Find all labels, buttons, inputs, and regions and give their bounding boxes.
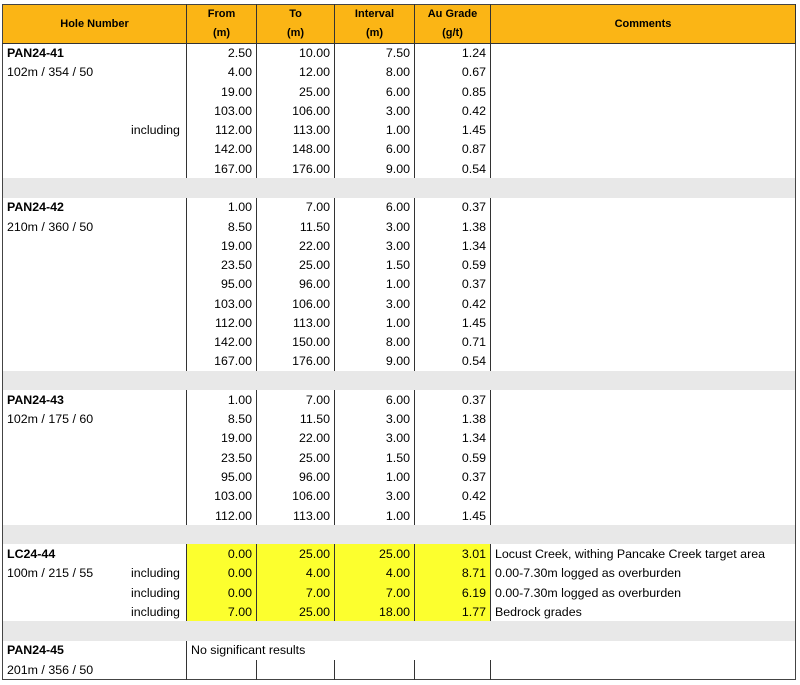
from-cell: 167.00 [187, 159, 257, 178]
interval-cell: 8.00 [335, 332, 415, 351]
table-row [3, 198, 796, 217]
hole-details: 102m / 175 / 60 [7, 412, 94, 427]
from-cell: 7.00 [187, 602, 257, 621]
to-cell: 148.00 [257, 140, 335, 159]
from-cell: 103.00 [187, 294, 257, 313]
hole-cell [3, 101, 187, 120]
table-row [3, 121, 796, 140]
table-row [3, 294, 796, 313]
to-cell: 11.50 [257, 410, 335, 429]
hole-cell [3, 255, 187, 274]
to-cell: 96.00 [257, 275, 335, 294]
from-cell: 8.50 [187, 410, 257, 429]
table-row [3, 544, 796, 563]
hole-cell [3, 198, 187, 217]
grade-cell: 0.59 [415, 448, 491, 467]
to-cell: 113.00 [257, 313, 335, 332]
interval-cell: 3.00 [335, 217, 415, 236]
interval-cell: 25.00 [335, 544, 415, 563]
table-row [3, 159, 796, 178]
to-cell: 25.00 [257, 82, 335, 101]
comment-cell [491, 506, 796, 525]
grade-cell: 0.37 [415, 390, 491, 409]
from-cell: 1.00 [187, 198, 257, 217]
hole-id: PAN24-45 [7, 643, 64, 658]
to-cell: 22.00 [257, 429, 335, 448]
interval-cell: 3.00 [335, 236, 415, 255]
table-row [3, 487, 796, 506]
grade-cell: 0.42 [415, 101, 491, 120]
grade-cell: 6.19 [415, 583, 491, 602]
hole-cell [3, 564, 187, 583]
drill-results-table [2, 4, 796, 680]
separator-row [3, 621, 796, 640]
header-row [3, 5, 796, 44]
to-cell: 10.00 [257, 44, 335, 63]
interval-cell: 6.00 [335, 82, 415, 101]
comment-cell [491, 140, 796, 159]
comment-cell [491, 217, 796, 236]
from-cell: 23.50 [187, 255, 257, 274]
interval-cell: 1.00 [335, 313, 415, 332]
hole-cell [3, 332, 187, 351]
table-row [3, 448, 796, 467]
grade-cell: 0.42 [415, 487, 491, 506]
interval-cell: 4.00 [335, 564, 415, 583]
hole-cell [3, 140, 187, 159]
hole-cell [3, 275, 187, 294]
from-cell: 95.00 [187, 275, 257, 294]
grade-cell: 0.37 [415, 467, 491, 486]
header-au-grade: Au Grade (g/t) [415, 5, 491, 44]
to-cell: 25.00 [257, 544, 335, 563]
grade-cell: 1.45 [415, 313, 491, 332]
hole-cell [3, 410, 187, 429]
grade-cell: 0.71 [415, 332, 491, 351]
including-label: including [131, 566, 180, 581]
comment-cell [491, 448, 796, 467]
to-cell: 176.00 [257, 159, 335, 178]
table-row [3, 275, 796, 294]
grade-cell: 1.77 [415, 602, 491, 621]
hole-cell [3, 448, 187, 467]
including-label: including [131, 585, 180, 600]
comment-cell: Bedrock grades [495, 604, 582, 619]
hole-details: 102m / 354 / 50 [7, 65, 94, 80]
comment-cell [491, 487, 796, 506]
from-cell: 142.00 [187, 332, 257, 351]
comment-cell [491, 63, 796, 82]
from-cell: 167.00 [187, 352, 257, 371]
separator-row [3, 525, 796, 544]
including-label: including [131, 604, 180, 619]
hole-cell [3, 313, 187, 332]
to-cell: 7.00 [257, 198, 335, 217]
grade-cell: 0.85 [415, 82, 491, 101]
comment-cell [491, 198, 796, 217]
to-cell: 106.00 [257, 487, 335, 506]
comment-cell [491, 294, 796, 313]
to-cell: 113.00 [257, 506, 335, 525]
interval-cell: 1.50 [335, 255, 415, 274]
from-cell: 19.00 [187, 82, 257, 101]
to-cell: 106.00 [257, 294, 335, 313]
comment-cell [491, 101, 796, 120]
interval-cell: 7.50 [335, 44, 415, 63]
hole-cell [3, 390, 187, 409]
from-cell: 0.00 [187, 583, 257, 602]
grade-cell: 0.37 [415, 198, 491, 217]
table-row [3, 82, 796, 101]
table-row [3, 467, 796, 486]
table-row [3, 313, 796, 332]
to-cell: 4.00 [257, 564, 335, 583]
hole-cell [3, 660, 187, 680]
header-hole-number: Hole Number [3, 5, 187, 44]
interval-cell: 3.00 [335, 410, 415, 429]
interval-cell: 1.00 [335, 275, 415, 294]
to-cell: 7.00 [257, 583, 335, 602]
table-row [3, 641, 796, 660]
grade-cell: 1.34 [415, 236, 491, 255]
comment-cell [491, 236, 796, 255]
comment-cell [491, 82, 796, 101]
from-cell: 19.00 [187, 429, 257, 448]
from-cell: 0.00 [187, 564, 257, 583]
table-row [3, 140, 796, 159]
comment-cell [491, 410, 796, 429]
hole-cell [3, 121, 187, 140]
comment-cell [491, 429, 796, 448]
table-row [3, 429, 796, 448]
to-cell: 25.00 [257, 602, 335, 621]
interval-cell: 18.00 [335, 602, 415, 621]
table-row [3, 44, 796, 63]
hole-cell [3, 602, 187, 621]
hole-cell [3, 352, 187, 371]
to-cell: 176.00 [257, 352, 335, 371]
comment-cell [491, 121, 796, 140]
table-row [3, 390, 796, 409]
hole-cell [3, 544, 187, 563]
hole-cell [3, 44, 187, 63]
grade-cell: 0.42 [415, 294, 491, 313]
from-cell: 8.50 [187, 217, 257, 236]
grade-cell: 1.45 [415, 121, 491, 140]
hole-cell [3, 217, 187, 236]
grade-cell: 0.87 [415, 140, 491, 159]
grade-cell: 1.38 [415, 410, 491, 429]
to-cell: 96.00 [257, 467, 335, 486]
from-cell: 2.50 [187, 44, 257, 63]
comment-cell [491, 332, 796, 351]
table-row [3, 602, 796, 621]
from-cell: 1.00 [187, 390, 257, 409]
interval-cell: 7.00 [335, 583, 415, 602]
table-row [3, 101, 796, 120]
hole-cell [3, 63, 187, 82]
interval-cell: 1.00 [335, 121, 415, 140]
to-cell: 113.00 [257, 121, 335, 140]
hole-cell [3, 82, 187, 101]
comment-cell: 0.00-7.30m logged as overburden [495, 566, 681, 581]
hole-details: 100m / 215 / 55 [7, 566, 94, 581]
table-row [3, 583, 796, 602]
from-cell: 103.00 [187, 487, 257, 506]
interval-cell: 8.00 [335, 63, 415, 82]
from-cell: 19.00 [187, 236, 257, 255]
comment-cell [491, 467, 796, 486]
table-row [3, 660, 796, 680]
hole-cell [3, 467, 187, 486]
to-cell: 7.00 [257, 390, 335, 409]
hole-details: 210m / 360 / 50 [7, 219, 94, 234]
interval-cell: 3.00 [335, 429, 415, 448]
including-label: including [131, 123, 180, 138]
table-row [3, 255, 796, 274]
to-cell: 25.00 [257, 448, 335, 467]
table-body [3, 44, 796, 680]
from-cell: 103.00 [187, 101, 257, 120]
comment-cell [491, 255, 796, 274]
comment-cell [491, 44, 796, 63]
comment-cell [491, 352, 796, 371]
interval-cell: 1.00 [335, 467, 415, 486]
grade-cell: 8.71 [415, 564, 491, 583]
from-cell: 4.00 [187, 63, 257, 82]
header-to: To (m) [257, 5, 335, 44]
from-cell: 112.00 [187, 121, 257, 140]
table-row [3, 236, 796, 255]
interval-cell: 9.00 [335, 352, 415, 371]
hole-cell [3, 429, 187, 448]
comment-cell [491, 275, 796, 294]
header-comments: Comments [491, 5, 796, 44]
hole-details: 201m / 356 / 50 [7, 662, 94, 677]
from-cell: 112.00 [187, 506, 257, 525]
grade-cell: 1.45 [415, 506, 491, 525]
hole-cell [3, 487, 187, 506]
interval-cell: 3.00 [335, 101, 415, 120]
interval-cell: 6.00 [335, 140, 415, 159]
to-cell: 25.00 [257, 255, 335, 274]
from-cell: 0.00 [187, 544, 257, 563]
hole-cell [3, 583, 187, 602]
header-from: From (m) [187, 5, 257, 44]
grade-cell: 0.54 [415, 352, 491, 371]
interval-cell: 6.00 [335, 390, 415, 409]
interval-cell: 1.00 [335, 506, 415, 525]
grade-cell: 1.34 [415, 429, 491, 448]
to-cell: 150.00 [257, 332, 335, 351]
grade-cell: 1.24 [415, 44, 491, 63]
separator-row [3, 178, 796, 197]
table-row [3, 352, 796, 371]
grade-cell: 0.59 [415, 255, 491, 274]
no-results-note: No significant results [191, 643, 306, 658]
hole-cell [3, 506, 187, 525]
to-cell: 11.50 [257, 217, 335, 236]
comment-cell: 0.00-7.30m logged as overburden [495, 585, 681, 600]
hole-cell [3, 236, 187, 255]
comment-cell [491, 159, 796, 178]
comment-cell [491, 390, 796, 409]
from-cell: 142.00 [187, 140, 257, 159]
separator-row [3, 371, 796, 390]
grade-cell: 3.01 [415, 544, 491, 563]
interval-cell: 9.00 [335, 159, 415, 178]
hole-id: PAN24-41 [7, 46, 64, 61]
interval-cell: 1.50 [335, 448, 415, 467]
grade-cell: 0.37 [415, 275, 491, 294]
interval-cell: 3.00 [335, 294, 415, 313]
grade-cell: 0.67 [415, 63, 491, 82]
hole-id: PAN24-42 [7, 200, 64, 215]
to-cell: 12.00 [257, 63, 335, 82]
comment-cell: Locust Creek, withing Pancake Creek target area [495, 547, 765, 562]
to-cell: 106.00 [257, 101, 335, 120]
hole-cell [3, 641, 187, 660]
table-row [3, 506, 796, 525]
hole-id: LC24-44 [7, 547, 56, 562]
from-cell: 95.00 [187, 467, 257, 486]
comment-cell [491, 313, 796, 332]
grade-cell: 1.38 [415, 217, 491, 236]
interval-cell: 6.00 [335, 198, 415, 217]
header-interval: Interval (m) [335, 5, 415, 44]
table-row [3, 63, 796, 82]
interval-cell: 3.00 [335, 487, 415, 506]
table-row [3, 332, 796, 351]
from-cell: 112.00 [187, 313, 257, 332]
table-row [3, 410, 796, 429]
table-row [3, 217, 796, 236]
table-row [3, 564, 796, 583]
to-cell: 22.00 [257, 236, 335, 255]
from-cell: 23.50 [187, 448, 257, 467]
hole-cell [3, 294, 187, 313]
hole-cell [3, 159, 187, 178]
hole-id: PAN24-43 [7, 392, 64, 407]
grade-cell: 0.54 [415, 159, 491, 178]
